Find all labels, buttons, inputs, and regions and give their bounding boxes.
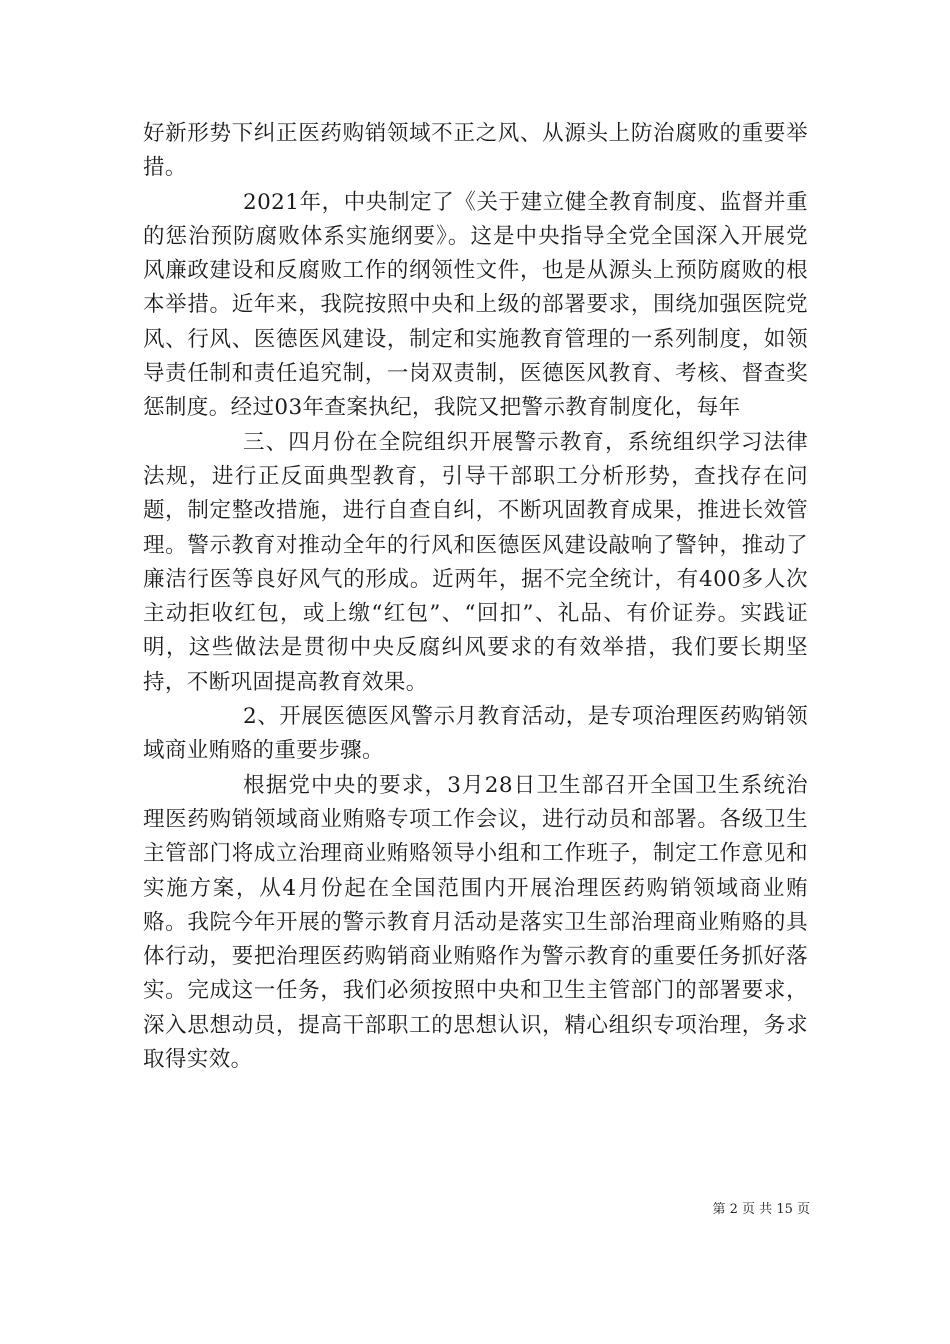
paragraph-continuation: 好新形势下纠正医药购销领域不正之风、从源头上防治腐败的重要举措。 (143, 121, 808, 181)
paragraph-bribery-governance: 根据党中央的要求，3月28日卫生部召开全国卫生系统治理医药购销领域商业贿赂专项工作会议，进行动员和部署。各级卫生主管部门将成立治理商业贿赂领导小组和工作班子，制定工作意见和实施方案，从4月份起在全国范围内开展治理医药购销领域商业贿赂。我院今年开展的警示教育月活动是落实卫生部治理商业贿赂的具体行动，要把治理医药购销商业贿赂作为警示教育的重要任务抓好落实。完成这一任务，我们必须按照中央和卫生主管部门的部署要求，深入思想动员，提高干部职工的思想认识，精心组织专项治理，务求取得实效。 (143, 772, 808, 1073)
document-body (143, 117, 808, 1077)
page-number-footer: 第 2 页 共 15 页 (712, 1202, 810, 1217)
paragraph-section-2-heading: 2、开展医德医风警示月教育活动，是专项治理医药购销领域商业贿赂的重要步骤。 (143, 704, 808, 764)
paragraph-warning-education: 三、四月份在全院组织开展警示教育，系统组织学习法律法规，进行正反面典型教育，引导干部职工分析形势，查找存在问题，制定整改措施，进行自查自纠，不断巩固教育成果，推进长效管理。警示教育对推动全年的行风和医德医风建设敲响了警钟，推动了廉洁行医等良好风气的形成。近两年，据不完全统计，有400多人次主动拒收红包，或上缴“红包”、“回扣”、礼品、有价证券。实践证明，这些做法是贯彻中央反腐纠风要求的有效举措，我们要长期坚持，不断巩固提高教育效果。 (143, 429, 808, 695)
paragraph-2021-outline: 2021年，中央制定了《关于建立健全教育制度、监督并重的惩治预防腐败体系实施纲要》。这是中央指导全党全国深入开展党风廉政建设和反腐败工作的纲领性文件，也是从源头上预防腐败的根本举措。近年来，我院按照中央和上级的部署要求，围绕加强医院党风、行风、医德医风建设，制定和实施教育管理的一系列制度，如领导责任制和责任追究制，一岗双责制，医德医风教育、考核、督查奖惩制度。经过03年查案执纪，我院又把警示教育制度化，每年 (143, 189, 808, 421)
